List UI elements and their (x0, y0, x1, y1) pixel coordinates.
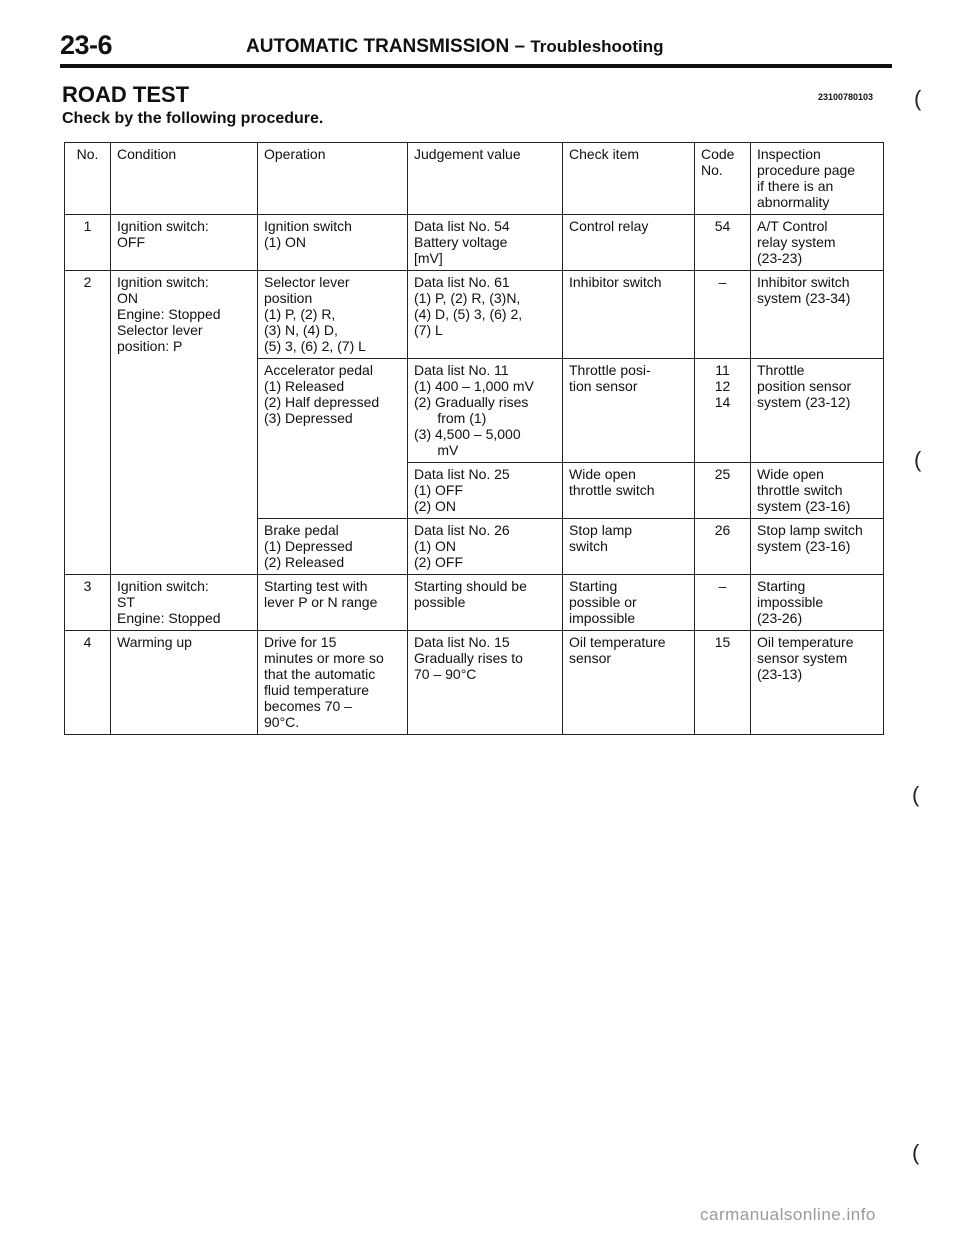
table-row (65, 631, 884, 735)
cell-judgement: Data list No. 54 Battery voltage [mV] (408, 215, 563, 271)
header-title-separator: – (509, 36, 531, 57)
cell-operation: Ignition switch (1) ON (258, 215, 408, 271)
cell-judgement: Starting should be possible (408, 575, 563, 631)
header-code: Code No. (695, 143, 751, 215)
cell-code: 15 (695, 631, 751, 735)
header-subtitle: Troubleshooting (530, 37, 664, 56)
cell-condition: Ignition switch: ST Engine: Stopped (111, 575, 258, 631)
cell-judgement: Data list No. 61 (1) P, (2) R, (3)N, (4) D, (5) 3, (6) 2, (7) L (408, 271, 563, 359)
cell-operation: Starting test with lever P or N range (258, 575, 408, 631)
footer-watermark: carmanualsonline.info (700, 1205, 876, 1224)
cell-code: 26 (695, 519, 751, 575)
cell-no: 4 (65, 631, 111, 735)
cell-judgement: Data list No. 25 (1) OFF (2) ON (408, 463, 563, 519)
cell-operation: Drive for 15 minutes or more so that the automatic fluid temperature becomes 70 – 90°C. (258, 631, 408, 735)
header-no: No. (65, 143, 111, 215)
cell-operation: Accelerator pedal (1) Released (2) Half depressed (3) Depressed (258, 359, 408, 519)
cell-code: 54 (695, 215, 751, 271)
margin-mark: ( (912, 782, 920, 807)
cell-inspection: Oil temperature sensor system (23-13) (751, 631, 884, 735)
cell-no: 2 (65, 271, 111, 575)
header-operation: Operation (258, 143, 408, 215)
header-title-main: AUTOMATIC TRANSMISSION (246, 36, 510, 57)
table-row (65, 271, 884, 359)
cell-inspection: Inhibitor switch system (23-34) (751, 271, 884, 359)
document-code: 23100780103 (818, 92, 874, 102)
cell-check-item: Inhibitor switch (563, 271, 695, 359)
header-condition: Condition (111, 143, 258, 215)
header-inspection: Inspection procedure page if there is an abnormality (751, 143, 884, 215)
cell-check-item: Wide open throttle switch (563, 463, 695, 519)
cell-code: 25 (695, 463, 751, 519)
cell-check-item: Throttle posi- tion sensor (563, 359, 695, 463)
cell-code: 11 12 14 (695, 359, 751, 463)
cell-judgement: Data list No. 11 (1) 400 – 1,000 mV (2) Gradually rises from (1) (3) 4,500 – 5,000 mV (408, 359, 563, 463)
cell-no: 3 (65, 575, 111, 631)
table-header-row (65, 143, 884, 215)
cell-check-item: Stop lamp switch (563, 519, 695, 575)
cell-condition: Warming up (111, 631, 258, 735)
cell-condition: Ignition switch: ON Engine: Stopped Selector lever position: P (111, 271, 258, 575)
cell-inspection: A/T Control relay system (23-23) (751, 215, 884, 271)
page-header (60, 28, 892, 68)
cell-inspection: Wide open throttle switch system (23-16) (751, 463, 884, 519)
cell-check-item: Control relay (563, 215, 695, 271)
road-test-table (64, 142, 884, 735)
margin-mark: ( (914, 86, 922, 111)
cell-code: – (695, 271, 751, 359)
margin-mark: ( (912, 1140, 920, 1165)
cell-operation: Brake pedal (1) Depressed (2) Released (258, 519, 408, 575)
cell-judgement: Data list No. 15 Gradually rises to 70 – 90°C (408, 631, 563, 735)
intro-text: Check by the following procedure. (62, 110, 324, 127)
cell-operation: Selector lever position (1) P, (2) R, (3) N, (4) D, (5) 3, (6) 2, (7) L (258, 271, 408, 359)
cell-check-item: Starting possible or impossible (563, 575, 695, 631)
cell-no: 1 (65, 215, 111, 271)
header-title (246, 36, 663, 58)
cell-inspection: Stop lamp switch system (23-16) (751, 519, 884, 575)
table-row (65, 575, 884, 631)
margin-mark: ( (914, 447, 922, 472)
cell-inspection: Throttle position sensor system (23-12) (751, 359, 884, 463)
header-check-item: Check item (563, 143, 695, 215)
page-number: 23-6 (60, 30, 113, 60)
cell-judgement: Data list No. 26 (1) ON (2) OFF (408, 519, 563, 575)
cell-inspection: Starting impossible (23-26) (751, 575, 884, 631)
cell-check-item: Oil temperature sensor (563, 631, 695, 735)
header-judgement: Judgement value (408, 143, 563, 215)
cell-code: – (695, 575, 751, 631)
cell-condition: Ignition switch: OFF (111, 215, 258, 271)
section-title: ROAD TEST (62, 82, 190, 107)
table-row (65, 215, 884, 271)
